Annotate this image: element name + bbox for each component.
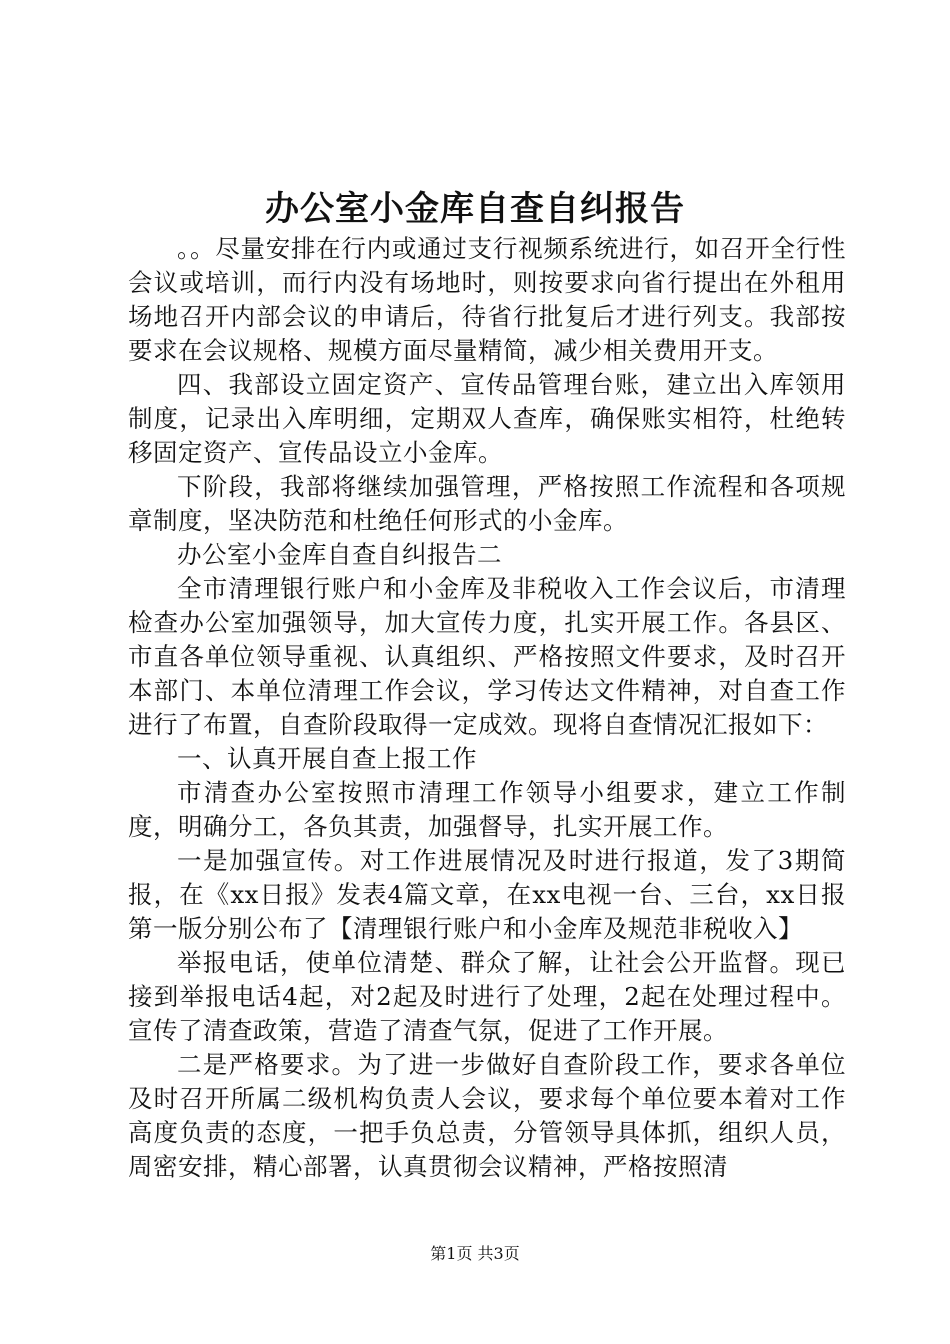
paragraph: 全市清理银行账户和小金库及非税收入工作会议后，市清理检查办公室加强领导，加大宣传力度，扎实开展工作。各县区、市直各单位领导重视、认真组织、严格按照文件要求，及时召开本部门、本单位清理工作会议，学习传达文件精神，对自查工作进行了布置，自查阶段取得一定成效。现将自查情况汇报如下：: [128, 574, 846, 739]
paragraph: 一是加强宣传。对工作进展情况及时进行报道，发了3期简报，在《xx日报》发表4篇文章，在xx电视一台、三台，xx日报第一版分别公布了【清理银行账户和小金库及规范非税收入】: [128, 846, 846, 943]
section-heading: 一、认真开展自查上报工作: [177, 744, 477, 773]
section-heading: 办公室小金库自查自纠报告二: [177, 540, 502, 569]
paragraph: 。。尽量安排在行内或通过支行视频系统进行，如召开全行性会议或培训，而行内没有场地时，则按要求向省行提出在外租用场地召开内部会议的申请后，待省行批复后才进行列支。我部按要求在会议规格、规模方面尽量精简，减少相关费用开支。: [128, 234, 846, 365]
document-body: [128, 232, 846, 1184]
paragraph: 二是严格要求。为了进一步做好自查阶段工作，要求各单位及时召开所属二级机构负责人会议，要求每个单位要本着对工作高度负责的态度，一把手负总责，分管领导具体抓，组织人员，周密安排，精心部署，认真贯彻会议精神，严格按照清: [128, 1050, 846, 1181]
document-title: 办公室小金库自查自纠报告: [265, 189, 685, 229]
paragraph: 举报电话，使单位清楚、群众了解，让社会公开监督。现已接到举报电话4起，对2起及时进行了处理，2起在处理过程中。宣传了清查政策，营造了清查气氛，促进了工作开展。: [128, 948, 846, 1045]
paragraph: 下阶段，我部将继续加强管理，严格按照工作流程和各项规章制度，坚决防范和杜绝任何形式的小金库。: [128, 472, 846, 535]
paragraph: 市清查办公室按照市清理工作领导小组要求，建立工作制度，明确分工，各负其责，加强督导，扎实开展工作。: [128, 778, 846, 841]
page-footer: 第1页 共3页: [430, 1244, 520, 1263]
paragraph: 四、我部设立固定资产、宣传品管理台账，建立出入库领用制度，记录出入库明细，定期双人查库，确保账实相符，杜绝转移固定资产、宣传品设立小金库。: [128, 370, 846, 467]
